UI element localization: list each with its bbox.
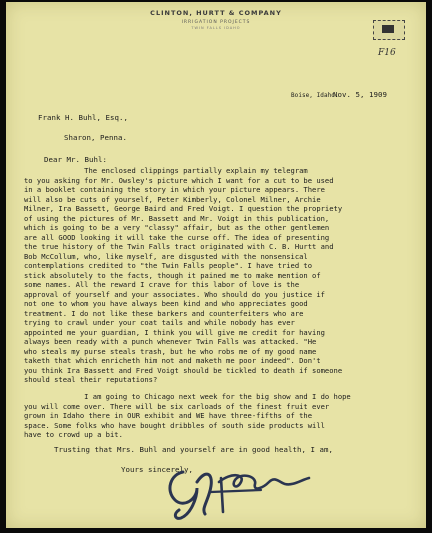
body-line: are all GOOD looking it will take the curse off. The idea of presenting [24, 232, 330, 242]
body-line: Milner, Ira Bassett, George Baird and Fred Voigt. I question the propriety [24, 204, 343, 213]
body-line: which is going to be a very "classy" affair, but as the other gentlemen [24, 223, 330, 232]
valediction: Yours sincerely, [121, 465, 193, 474]
letter-page [6, 2, 426, 528]
body-line: stick absolutely to the facts, though it pained me to make mention of [24, 270, 321, 280]
letter-place: Boise, Idaho. [291, 92, 339, 99]
body-line: you will come over. There will be six carloads of the finest fruit ever [24, 401, 330, 411]
body-line: I am going to Chicago next week for the big show and I do hope [24, 392, 351, 401]
body-line: have to crowd up a bit. [24, 430, 123, 439]
body-line: the true history of the Twin Falls tract originated with C. B. Hurtt and [24, 242, 334, 251]
closing-line: Trusting that Mrs. Buhl and yourself are in good health, I am, [54, 445, 333, 454]
letter-date: Nov. 5, 1909 [333, 90, 387, 99]
body-line: Bob McCollum, who, like myself, are disgusted with the nonsensical [24, 251, 308, 261]
body-line: you think Ira Bassett and Fred Voigt should be tickled to death if someone [24, 365, 343, 375]
body-line: treatment. I do not like these barkers and counterfeiters who are [24, 308, 304, 318]
body-line: taketh that which enricheth him not and maketh me poor indeed". Don't [24, 356, 321, 365]
body-line: to you asking for Mr. Owsley's picture which I want for a cut to be used [24, 175, 334, 185]
body-line: grown in Idaho there in OUR exhibit and WE have three-fifths of the [24, 411, 313, 420]
body-line: approval of yourself and your associates. Who should do you justice if [24, 289, 325, 299]
body-line: will also be cuts of yourself, Peter Kimberly, Colonel Milner, Archie [24, 194, 321, 204]
body-line: The enclosed clippings partially explain my telegram [24, 166, 308, 175]
body-line: some names. All the reward I crave for this labor of love is the [24, 280, 300, 289]
recipient-name: Frank H. Buhl, Esq., [38, 113, 128, 122]
body-line: space. Some folks who have bought dribbles of south side products will [24, 420, 325, 430]
body-line: who steals my purse steals trash, but he who robs me of my good name [24, 346, 317, 356]
handwritten-signature [161, 442, 331, 522]
body-line: should steal their reputations? [24, 375, 158, 384]
letterhead-subtitle: IRRIGATION PROJECTS [181, 20, 251, 25]
body-line: always been ready with a punch whenever Twin Falls was attacked. "He [24, 337, 317, 346]
body-line: of using the pictures of Mr. Bassett and Mr. Voigt in this publication, [24, 213, 330, 223]
letterhead-company: CLINTON, HURTT & COMPANY [150, 9, 282, 17]
body-line: appointed me your guardian, I think you will give me credit for having [24, 327, 325, 337]
file-mark: F16 [378, 48, 396, 58]
recipient-city: Sharon, Penna. [64, 133, 127, 142]
body-line: in a booklet containing the story in which your picture appears. There [24, 185, 325, 194]
body-line: contemplations credited to "the Twin Falls people". I have tried to [24, 261, 313, 270]
salutation: Dear Mr. Buhl: [44, 155, 107, 164]
body-line: trying to crawl under your coat tails and while nobody has ever [24, 318, 295, 327]
postage-stamp-mark [373, 20, 405, 40]
body-line: not one to whom you have always been kind and who appreciates good [24, 299, 308, 308]
letterhead-address: TWIN FALLS IDAHO [191, 26, 241, 30]
